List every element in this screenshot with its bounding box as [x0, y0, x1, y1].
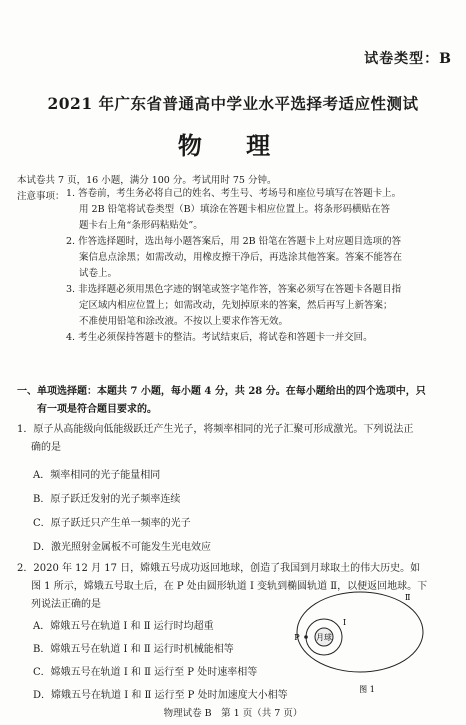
section-title-line: 有一项是符合题目要求的。: [37, 404, 157, 415]
exam-intro: 本试卷共 7 页，16 小题，满分 100 分。考试用时 75 分钟。: [17, 175, 277, 186]
note-line: 用 2B 铅笔将试卷类型（B）填涂在答题卡相应位置上。将条形码横贴在答: [79, 204, 391, 215]
q1-option-c: C．原子跃迁只产生单一频率的光子: [33, 518, 191, 529]
note-line: 不准使用铅笔和涂改液。不按以上要求作答无效。: [79, 316, 289, 327]
q2-option-a: A．嫦娥五号在轨道 Ⅰ 和 Ⅱ 运行时均超重: [33, 621, 214, 632]
note-line: 定区域内相应位置上；如需改动，先划掉原来的答案，然后再写上新答案；: [79, 300, 393, 311]
figure-caption: 图 1: [359, 685, 375, 694]
question-stem-line: 图 1 所示，嫦娥五号取土后，在 P 处由圆形轨道 Ⅰ 变轨到椭圆轨道 Ⅱ，以便返回地球。下: [31, 581, 428, 592]
note-line: 案信息点涂黑；如需改动，用橡皮擦干净后，再选涂其他答案。答案不能答在: [79, 252, 403, 263]
note-item-4: [66, 330, 373, 346]
elliptical-orbit: [297, 592, 423, 672]
note-line: 答卷前，考生务必将自己的姓名、考生号、考场号和座位号填写在答题卡上。: [78, 188, 402, 199]
note-line: 作答选择题时，选出每小题答案后，用 2B 铅笔在答题卡上对应题目选项的答: [78, 236, 402, 247]
orbit-2-label: Ⅱ: [405, 593, 411, 602]
q2-option-d: D．嫦娥五号在轨道 Ⅰ 和 Ⅱ 运行至 P 处时加速度大小相等: [33, 690, 288, 701]
question-stem-line: 确的是: [31, 442, 61, 453]
question-stem-line: 2．2020 年 12 月 17 日，嫦娥五号成功返回地球，创造了我国到月球取土的伟大历史。如: [17, 563, 421, 574]
q1-option-d: D．激光照射金属板不可能发生光电效应: [33, 542, 212, 553]
note-number: 3.: [66, 284, 76, 295]
paper-type-label: 试卷类型：B: [364, 51, 452, 67]
note-number: 1.: [66, 188, 76, 199]
point-p-marker: [304, 635, 308, 639]
note-item-3: [66, 282, 401, 330]
orbit-1-label: Ⅰ: [343, 618, 347, 627]
point-p-label: P: [294, 633, 300, 642]
notes-label: 注意事项：: [17, 191, 65, 202]
section-title-line: 一、单项选择题：本题共 7 小题，每小题 4 分，共 28 分。在每小题给出的四个选项中，只: [17, 386, 426, 397]
note-line: 题卡右上角“条形码粘贴处”。: [79, 220, 203, 231]
q1-option-a: A．频率相同的光子能量相同: [33, 470, 161, 481]
exam-title: 2021 年广东省普通高中学业水平选择考适应性测试: [47, 94, 419, 113]
q1-option-b: B．原子跃迁发射的光子频率连续: [33, 494, 181, 505]
question-stem-line: 1．原子从高能级向低能级跃迁产生光子，将频率相同的光子汇聚可形成激光。下列说法正: [17, 424, 414, 435]
question-stem-line: 列说法正确的是: [31, 599, 101, 610]
orbit-diagram: [287, 580, 437, 705]
section-title: [17, 383, 457, 419]
page-footer: 物理试卷 B 第 1 页（共 7 页）: [163, 708, 303, 719]
note-line: 考生必须保持答题卡的整洁。考试结束后，将试卷和答题卡一并交回。: [78, 332, 373, 343]
q2-option-c: C．嫦娥五号在轨道 Ⅰ 和 Ⅱ 运行至 P 处时速率相等: [33, 667, 258, 678]
note-number: 2.: [66, 236, 76, 247]
note-line: 非选择题必须用黑色字迹的钢笔或签字笔作答，答案必须写在答题卡各题目指: [78, 284, 402, 295]
q2-option-b: B．嫦娥五号在轨道 Ⅰ 和 Ⅱ 运行时机械能相等: [33, 644, 234, 655]
note-item-1: [66, 186, 401, 234]
note-number: 4.: [66, 332, 76, 343]
note-item-2: [66, 234, 402, 282]
note-line: 试卷上。: [79, 268, 118, 279]
question-1: [17, 421, 457, 457]
subject-title: 物 理: [177, 131, 289, 160]
moon-label: 月球: [316, 633, 332, 642]
